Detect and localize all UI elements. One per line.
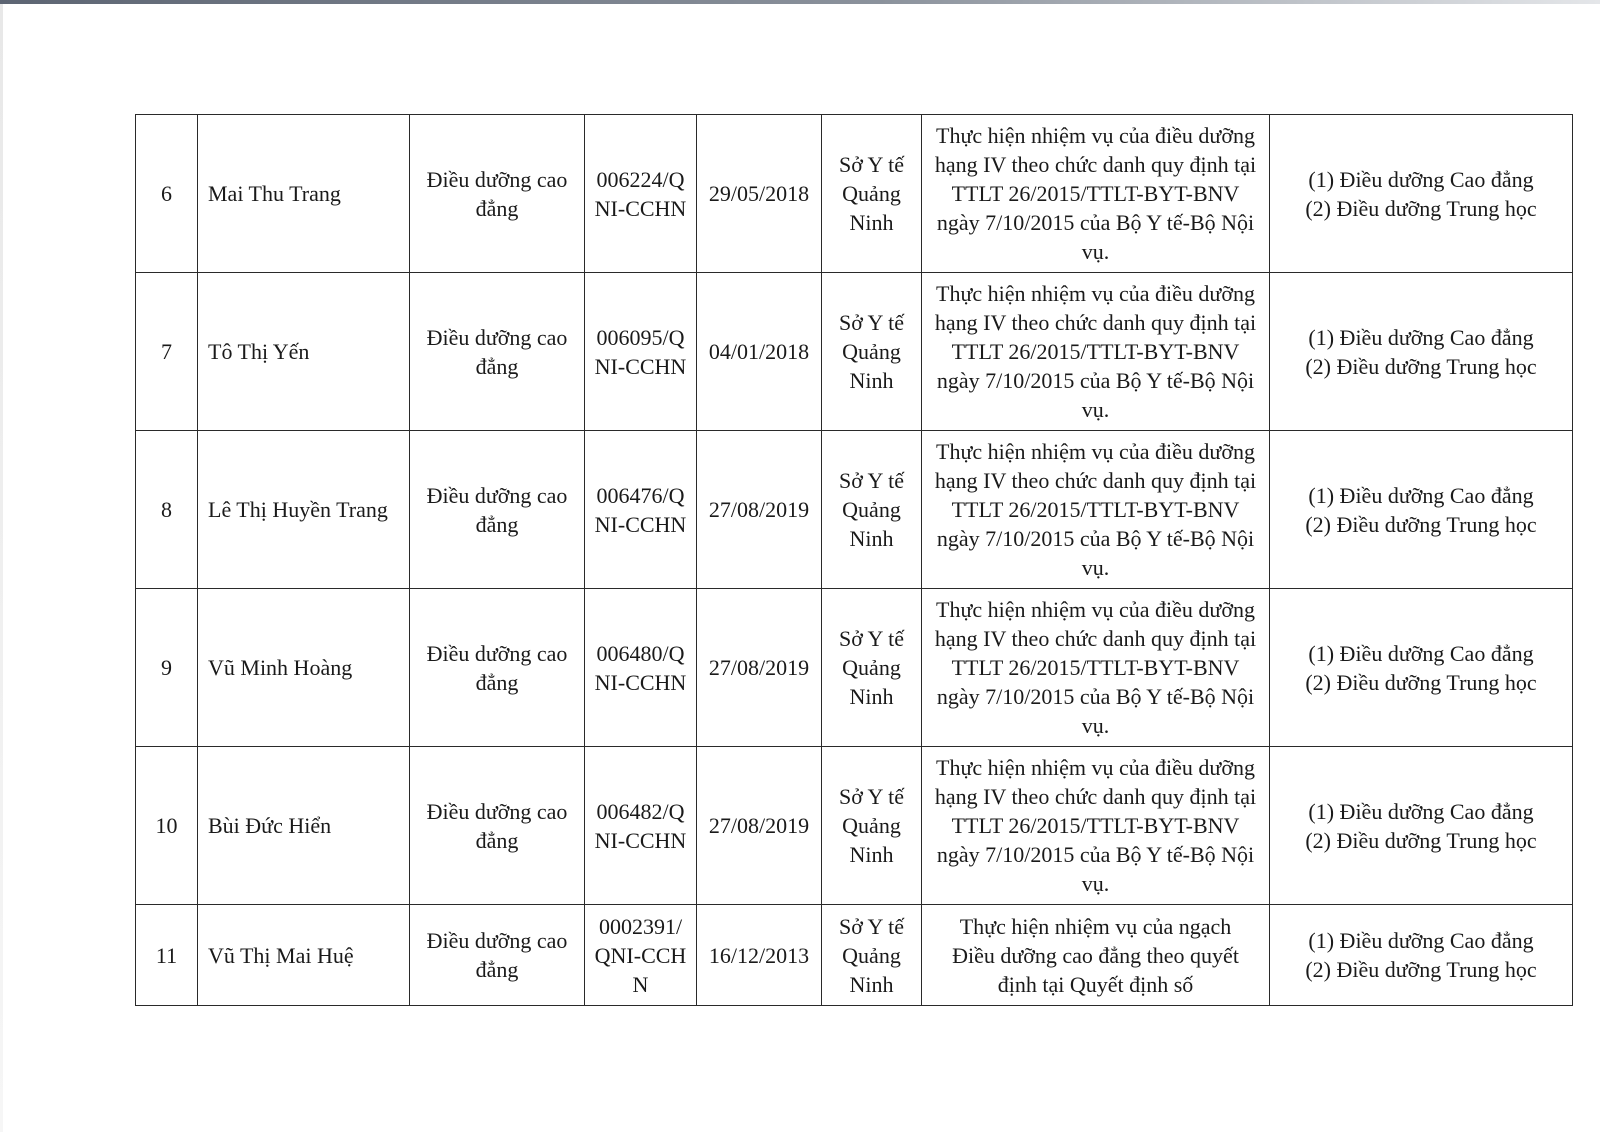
scan-top-edge	[0, 0, 1600, 4]
practice-scope: Thực hiện nhiệm vụ của điều dưỡng hạng IV theo chức danh quy định tại TTLT 26/2015/TTLT-BYT-BNV ngày 7/10/2015 của Bộ Y tế-Bộ Nội vụ.	[922, 273, 1270, 431]
job-position: Điều dưỡng cao đẳng	[410, 431, 585, 589]
row-number: 7	[136, 273, 198, 431]
job-position: Điều dưỡng cao đẳng	[410, 747, 585, 905]
qualification-cell	[1270, 115, 1573, 273]
row-number: 6	[136, 115, 198, 273]
row-number: 9	[136, 589, 198, 747]
table-row	[136, 273, 1573, 431]
job-position: Điều dưỡng cao đẳng	[410, 905, 585, 1006]
issue-date: 27/08/2019	[697, 431, 822, 589]
staff-name: Mai Thu Trang	[198, 115, 410, 273]
certificate-number: 006095/QNI-CCHN	[585, 273, 697, 431]
qualification-secondary: (2) Điều dưỡng Trung học	[1305, 957, 1537, 982]
staff-name: Vũ Minh Hoàng	[198, 589, 410, 747]
issuing-authority: Sở Y tế Quảng Ninh	[822, 589, 922, 747]
qualification-primary: (1) Điều dưỡng Cao đẳng	[1308, 482, 1534, 508]
practice-scope: Thực hiện nhiệm vụ của ngạch Điều dưỡng cao đẳng theo quyết định tại Quyết định số	[922, 905, 1270, 1006]
qualification-secondary: (2) Điều dưỡng Trung học	[1305, 669, 1537, 695]
qualification-primary: (1) Điều dưỡng Cao đẳng	[1308, 324, 1534, 350]
certificate-number: 006476/QNI-CCHN	[585, 431, 697, 589]
practice-scope: Thực hiện nhiệm vụ của điều dưỡng hạng IV theo chức danh quy định tại TTLT 26/2015/TTLT-BYT-BNV ngày 7/10/2015 của Bộ Y tế-Bộ Nội vụ.	[922, 747, 1270, 905]
issue-date: 27/08/2019	[697, 747, 822, 905]
table-row	[136, 431, 1573, 589]
staff-name: Tô Thị Yến	[198, 273, 410, 431]
issuing-authority: Sở Y tế Quảng Ninh	[822, 431, 922, 589]
qualification-cell	[1270, 273, 1573, 431]
qualification-cell	[1270, 905, 1573, 1006]
qualification-secondary: (2) Điều dưỡng Trung học	[1305, 511, 1537, 537]
table-row	[136, 747, 1573, 905]
practice-scope: Thực hiện nhiệm vụ của điều dưỡng hạng IV theo chức danh quy định tại TTLT 26/2015/TTLT-BYT-BNV ngày 7/10/2015 của Bộ Y tế-Bộ Nội vụ.	[922, 115, 1270, 273]
job-position: Điều dưỡng cao đẳng	[410, 115, 585, 273]
qualification-cell	[1270, 747, 1573, 905]
qualification-primary: (1) Điều dưỡng Cao đẳng	[1308, 928, 1534, 953]
qualification-cell	[1270, 431, 1573, 589]
qualification-primary: (1) Điều dưỡng Cao đẳng	[1308, 798, 1534, 824]
table-row	[136, 115, 1573, 273]
qualification-cell	[1270, 589, 1573, 747]
issuing-authority: Sở Y tế Quảng Ninh	[822, 115, 922, 273]
row-number: 11	[136, 905, 198, 1006]
table-row	[136, 905, 1573, 1006]
qualification-secondary: (2) Điều dưỡng Trung học	[1305, 195, 1537, 221]
issue-date: 27/08/2019	[697, 589, 822, 747]
job-position: Điều dưỡng cao đẳng	[410, 589, 585, 747]
qualification-secondary: (2) Điều dưỡng Trung học	[1305, 827, 1537, 853]
row-number: 8	[136, 431, 198, 589]
certificate-number: 006480/QNI-CCHN	[585, 589, 697, 747]
issue-date: 29/05/2018	[697, 115, 822, 273]
staff-name: Vũ Thị Mai Huệ	[198, 905, 410, 1006]
issuing-authority: Sở Y tế Quảng Ninh	[822, 273, 922, 431]
certificate-number: 0002391/QNI-CCHN	[585, 905, 697, 1006]
staff-name: Lê Thị Huyền Trang	[198, 431, 410, 589]
issue-date: 16/12/2013	[697, 905, 822, 1006]
qualification-secondary: (2) Điều dưỡng Trung học	[1305, 353, 1537, 379]
row-number: 10	[136, 747, 198, 905]
certificate-number: 006482/QNI-CCHN	[585, 747, 697, 905]
qualification-primary: (1) Điều dưỡng Cao đẳng	[1308, 640, 1534, 666]
scan-left-edge	[0, 4, 3, 1132]
issue-date: 04/01/2018	[697, 273, 822, 431]
issuing-authority: Sở Y tế Quảng Ninh	[822, 905, 922, 1006]
qualification-primary: (1) Điều dưỡng Cao đẳng	[1308, 166, 1534, 192]
practice-scope: Thực hiện nhiệm vụ của điều dưỡng hạng IV theo chức danh quy định tại TTLT 26/2015/TTLT-BYT-BNV ngày 7/10/2015 của Bộ Y tế-Bộ Nội vụ.	[922, 589, 1270, 747]
table-row	[136, 589, 1573, 747]
staff-certificate-table	[135, 114, 1573, 1006]
practice-scope: Thực hiện nhiệm vụ của điều dưỡng hạng IV theo chức danh quy định tại TTLT 26/2015/TTLT-BYT-BNV ngày 7/10/2015 của Bộ Y tế-Bộ Nội vụ.	[922, 431, 1270, 589]
certificate-number: 006224/QNI-CCHN	[585, 115, 697, 273]
job-position: Điều dưỡng cao đẳng	[410, 273, 585, 431]
issuing-authority: Sở Y tế Quảng Ninh	[822, 747, 922, 905]
staff-name: Bùi Đức Hiển	[198, 747, 410, 905]
